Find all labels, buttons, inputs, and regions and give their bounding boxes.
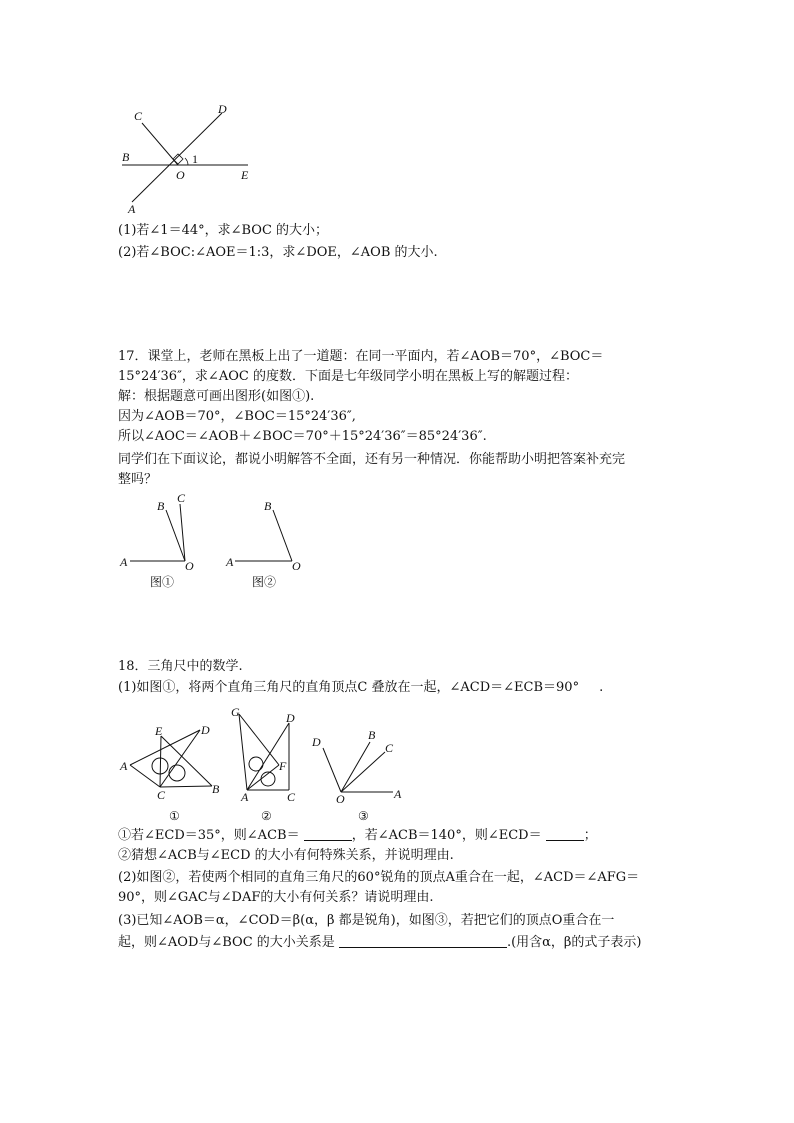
label-B: B xyxy=(122,150,130,164)
label-O: O xyxy=(292,559,301,573)
ray-OC xyxy=(341,752,385,792)
caption-3: ③ xyxy=(358,809,369,823)
right-angle-mark xyxy=(173,154,183,164)
ray-OD xyxy=(323,748,341,792)
q18-sub1-c: ； xyxy=(583,828,597,843)
label-B: B xyxy=(264,499,272,513)
label-D: D xyxy=(312,735,321,749)
q18-part3-b xyxy=(118,933,642,952)
label-A: A xyxy=(120,759,128,773)
caption-fig2: 图② xyxy=(252,575,277,589)
label-C: C xyxy=(177,491,186,505)
q17-line2: 15°24′36″，求∠AOC 的度数．下面是七年级同学小明在黑板上写的解题过程： xyxy=(118,369,578,384)
side-CD xyxy=(160,730,200,787)
q17-line6: 同学们在下面议论，都说小明解答不全面，还有另一种情况．你能帮助小明把答案补充完 xyxy=(118,452,626,467)
label-G: G xyxy=(231,705,240,719)
label-A: A xyxy=(226,555,234,569)
label-E: E xyxy=(155,724,163,738)
q16-figure xyxy=(110,95,270,220)
ray-OC xyxy=(142,123,178,165)
q17-line7: 整吗？ xyxy=(118,472,158,487)
q17-line5: 所以∠AOC＝∠AOB＋∠BOC＝70°＋15°24′36″＝85°24′36″. xyxy=(118,429,487,444)
q17-line4: 因为∠AOB＝70°，∠BOC＝15°24′36″, xyxy=(118,409,356,424)
ray-OB xyxy=(166,510,185,561)
label-1: 1 xyxy=(192,152,198,166)
label-O: O xyxy=(185,559,194,573)
q18-figure-2 xyxy=(225,700,315,825)
q18-part3-end: .(用含α，β的式子表示) xyxy=(506,935,642,950)
q18-part3-a: (3)已知∠AOB＝α，∠COD＝β(α，β 都是锐角)，如图③，若把它们的顶点O重合在一 xyxy=(118,913,615,928)
side-EC xyxy=(160,736,161,787)
label-A: A xyxy=(241,790,249,804)
label-O: O xyxy=(176,168,185,182)
triangle-hole-1 xyxy=(249,757,263,771)
q18-sub1-a: ①若∠ECD＝35°，则∠ACB＝ xyxy=(118,828,300,843)
caption-fig1: 图① xyxy=(150,575,175,589)
q18-part1 xyxy=(118,679,603,697)
q18-sub2: ②猜想∠ACB与∠ECD 的大小有何特殊关系，并说明理由. xyxy=(118,848,454,863)
q18-part2-a: (2)如图②，若使两个相同的直角三角尺的60°锐角的顶点A重合在一起，∠ACD＝∠AFG＝ xyxy=(118,870,640,885)
label-A: A xyxy=(394,787,402,801)
label-C: C xyxy=(134,109,143,123)
answer-blank-acb[interactable] xyxy=(304,826,352,841)
label-D: D xyxy=(218,102,227,116)
q18-figure-1 xyxy=(115,700,230,825)
q18-sub1 xyxy=(118,826,597,845)
side-AD xyxy=(247,723,289,790)
label-B: B xyxy=(368,728,376,742)
label-F: F xyxy=(279,759,287,773)
q17-figure-1 xyxy=(115,490,215,595)
q18-sub1-b: ，若∠ACB＝140°，则∠ECD＝ xyxy=(351,828,542,843)
q18-part1-text: (1)如图①，将两个直角三角尺的直角顶点C 叠放在一起，∠ACD＝∠ECB＝90° xyxy=(118,680,580,695)
side-CB xyxy=(160,786,212,787)
angle-1-arc xyxy=(185,158,188,165)
q18-part2-b: 90°，则∠GAC与∠DAF的大小有何关系？请说明理由. xyxy=(118,890,434,905)
label-C: C xyxy=(157,788,166,802)
label-D: D xyxy=(286,711,295,725)
triangle-hole-2 xyxy=(169,765,185,781)
answer-blank-ecd[interactable] xyxy=(546,826,584,841)
label-B: B xyxy=(212,782,220,796)
ray-OC xyxy=(180,504,185,561)
ray-OB xyxy=(341,742,370,792)
label-A: A xyxy=(128,202,136,216)
label-C: C xyxy=(287,790,296,804)
label-B: B xyxy=(157,499,165,513)
q18-part1-end: . xyxy=(599,680,604,695)
q17-line3: 解：根据题意可画出图形(如图①). xyxy=(118,389,315,404)
answer-blank-relation[interactable] xyxy=(339,933,507,948)
side-AF xyxy=(247,765,279,790)
side-EB xyxy=(161,736,212,786)
q16-part1: (1)若∠1＝44°，求∠BOC 的大小； xyxy=(118,223,329,238)
label-A: A xyxy=(120,555,128,569)
caption-1: ① xyxy=(169,809,180,823)
side-AC xyxy=(130,765,160,787)
q17-line1: 17．课堂上，老师在黑板上出了一道题：在同一平面内，若∠AOB＝70°，∠BOC＝ xyxy=(118,349,604,364)
q18-title: 18．三角尺中的数学. xyxy=(118,659,243,674)
ray-OB xyxy=(273,510,292,561)
label-D: D xyxy=(201,723,210,737)
side-AG xyxy=(239,714,247,790)
caption-2: ② xyxy=(261,809,272,823)
q18-part3-text: 起，则∠AOD与∠BOC 的大小关系是 xyxy=(118,935,335,950)
label-E: E xyxy=(241,168,249,182)
q18-figure-3 xyxy=(305,720,410,825)
q17-figure-2 xyxy=(220,490,320,595)
label-O: O xyxy=(336,792,345,806)
label-C: C xyxy=(385,741,394,755)
q16-part2: (2)若∠BOC:∠AOE＝1:3，求∠DOE，∠AOB 的大小. xyxy=(118,245,438,260)
